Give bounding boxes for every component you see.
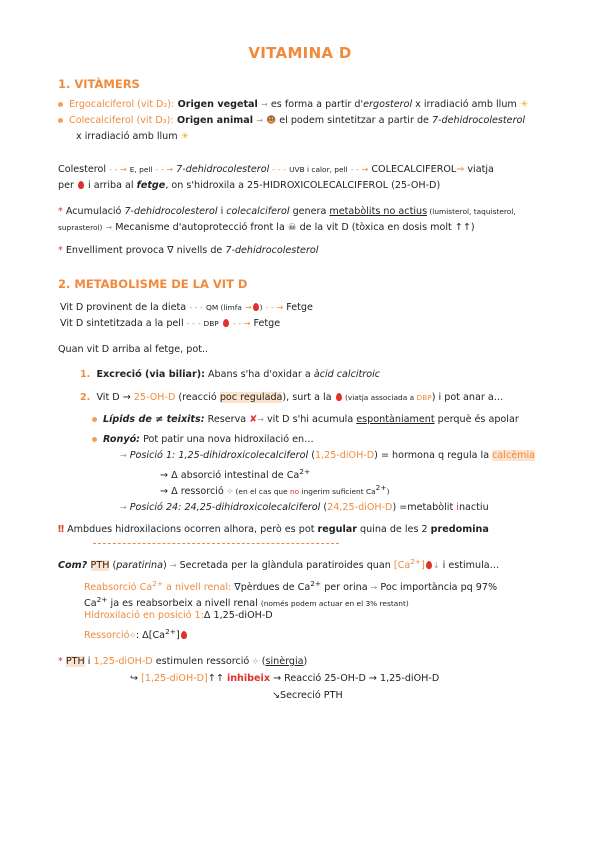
line-colesterol-path: Colesterol - - → E, pell - - → 7-dehidrocolesterol - - - UVB i calor, pell - - → COLECALCIFEROL⇒ viatja [58, 164, 494, 175]
line-com-pth: Com? PTH (paratirina) → Secretada per la glàndula paratiroides quan $[Ca^{2+}]$ ↓ i estimula… [58, 557, 500, 572]
bullet-dot [58, 102, 63, 107]
bullet-dot [92, 437, 97, 442]
line-reabsorcio-cont: $Ca^{2+}$ ja es reabsorbeix a nivell renal (només podem actuar en el 3% restant) [84, 595, 409, 610]
line-quan-vitd: Quan vit D arriba al fetge, pot.. [58, 344, 209, 355]
line-irradiacio: x irradiació amb llum ☀ [76, 131, 190, 142]
line-reabsorcio: Reabsorció $Ca^{2+}$ a nivell renal: ∇pèrdues de $Ca^{2+}$ per orina → Poc importància pq 97% [84, 579, 498, 594]
line-vitd-dieta: Vit D provinent de la dieta - - - QM (limfa → ) - - → Fetge [60, 302, 313, 313]
item-absorcio: → Δ absorció intestinal de $Ca^{2+}$ [160, 467, 311, 482]
item-ressorcio: → Δ ressorció ⟡ (en el cas que no ingerim suficient $Ca^{2+}$) [160, 483, 390, 498]
line-suprasterol: suprasterol) → Mecanisme d'autoprotecció front la ☠ de la vit D (tòxica en dosis molt ↑↑) [58, 222, 475, 233]
bone-icon: ⟡ [252, 656, 259, 667]
item-posicio-24: → Posició 24: 24,25-dihidroxicolecalciferol (24,25-diOH-D) =metabòlit inactiu [120, 502, 489, 513]
line-fetge: per i arriba al fetge, on s'hidroxila a 25-HIDROXICOLECALCIFEROL (25-OH-D) [58, 180, 441, 191]
blood-drop-icon [336, 393, 342, 401]
bone-icon: ⟡ [226, 486, 234, 498]
bullet-dot [58, 118, 63, 123]
line-inhibeix: ↪ [1,25-diOH-D]↑↑ inhibeix → Reacció 25-OH-D → 1,25-diOH-D [130, 673, 440, 684]
bullet-dot [92, 417, 97, 422]
line-envelliment: * Envelliment provoca ∇ nivells de 7-dehidrocolesterol [58, 245, 319, 256]
item-hidroxilacio: 2. Vit D → 25-OH-D (reacció poc regulada), surt a la (viatja associada a DBP) i pot anar a… [80, 392, 504, 403]
blood-drop-icon [426, 561, 432, 569]
line-ambdues: ‼ Ambdues hidroxilacions ocorren alhora, però es pot regular quina de les 2 predomina [58, 524, 489, 535]
blood-drop-icon [253, 303, 259, 311]
item-posicio-1: → Posició 1: 1,25-dihidroxicolecalciferol (1,25-diOH-D) = hormona q regula la calcèmia [120, 450, 536, 461]
blood-drop-icon [223, 319, 229, 327]
blood-drop-icon [78, 181, 84, 189]
line-acumulacio: * Acumulació 7-dehidrocolesterol i colecalciferol genera metabòlits no actius (lumisterol, taquisterol, [58, 206, 516, 217]
item-excrecio: 1. Excreció (via biliar): Abans s'ha d'oxidar a àcid calcitroic [80, 369, 381, 380]
sun-icon: ☀ [180, 131, 190, 142]
line-ressorcio: Ressorció⟡: $\Delta[Ca^{2+}]$ [84, 625, 188, 642]
section-heading-vitamers: 1. VITÀMERS [58, 77, 140, 91]
person-icon: ☻ [266, 115, 277, 126]
sun-icon: ☀ [519, 99, 529, 110]
line-vitd-pell: Vit D sintetitzada a la pell - - - DBP - - → Fetge [60, 318, 281, 329]
page-title: VITAMINA D [248, 44, 352, 62]
line-ergocalciferol: Ergocalciferol (vit D₂): Origen vegetal → es forma a partir d'ergosterol x irradiació amb llum ☀ [58, 98, 528, 111]
line-colecalciferol: Colecalciferol (vit D₃): Origen animal → ☻ el podem sintetitzar a partir de 7-dehidrocolesterol [58, 114, 525, 127]
bone-icon: ⟡ [129, 630, 136, 642]
line-hidroxilacio-pos1: Hidroxilació en posició 1:Δ 1,25-diOH-D [84, 610, 273, 621]
cross-icon: ✘ [249, 414, 258, 425]
item-ronyo: Ronyó: Pot patir una nova hidroxilació en… [92, 433, 314, 446]
skull-icon: ☠ [287, 222, 297, 233]
blood-drop-icon [181, 631, 187, 639]
dashed-brace [93, 543, 339, 550]
line-pth-sinergia: * PTH i 1,25-diOH-D estimulen ressorció ⟡ (sinèrgia) [58, 656, 308, 667]
line-secrecio-pth: ↘Secreció PTH [272, 690, 343, 701]
section-heading-metabolisme: 2. METABOLISME DE LA VIT D [58, 277, 248, 291]
item-lipids: Lípids de ≠ teixits: Reserva ✘→ vit D s'hi acumula espontàniament perquè és apolar [92, 413, 519, 426]
